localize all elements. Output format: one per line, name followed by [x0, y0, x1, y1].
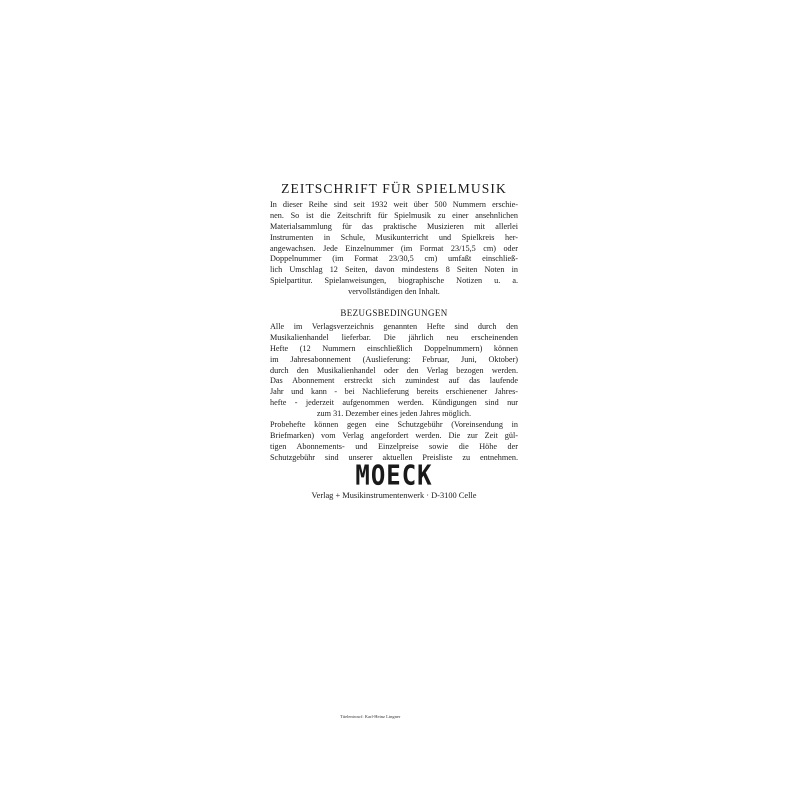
terms-line: Alle im Verlagsverzeichnis genannten Hefte sind durch den [270, 322, 518, 331]
intro-paragraph [270, 200, 518, 298]
section-heading: BEZUGSBEDINGUNGEN [340, 308, 448, 318]
intro-line: Materialsammlung für das praktische Musizieren mit allerlei [270, 221, 518, 231]
publisher-address: Verlag + Musikinstrumentenwerk · D-3100 Celle [311, 491, 477, 500]
intro-line: nen. So ist die Zeitschrift für Spielmusik zu einer ansehnlichen [270, 210, 518, 220]
terms-line: hefte - jederzeit aufgenommen werden. Kündigungen sind nur [270, 398, 518, 408]
intro-line: In dieser Reihe sind seit 1932 weit über 500 Nummern erschie- [270, 200, 518, 209]
publisher-logo: MOECK [355, 459, 433, 492]
intro-line: vervollständigen den Inhalt. [348, 287, 440, 297]
terms-line: durch den Musikalienhandel oder den Verlag bezogen werden. [270, 365, 518, 375]
terms-line: Hefte (12 Nummern einschließlich Doppelnummern) können [270, 343, 518, 353]
intro-line: Doppelnummer (im Format 23/30,5 cm) umfaßt einschließ- [270, 254, 518, 264]
intro-line: lich Umschlag 12 Seiten, davon mindestens 8 Seiten Noten in [270, 265, 518, 275]
page-title: ZEITSCHRIFT FÜR SPIELMUSIK [281, 181, 507, 196]
terms-line: zum 31. Dezember eines jeden Jahres möglich. [316, 409, 472, 419]
intro-line: Instrumenten in Schule, Musikunterricht und Spielkreis her- [270, 232, 518, 242]
intro-line: Spielpartitur. Spielanweisungen, biographische Notizen u. a. [270, 276, 518, 286]
cover-design-credit: Titelentwurf: Karl-Heinz Lingner [340, 714, 401, 719]
terms-line: Briefmarken) vom Verlag angefordert werden. Die zur Zeit gül- [270, 430, 518, 440]
terms-line: im Jahresabonnement (Auslieferung: Februar, Juni, Oktober) [270, 354, 518, 364]
terms-line: tigen Abonnements- und Einzelpreise sowie die Höhe der [270, 441, 518, 451]
terms-line: Das Abonnement erstreckt sich zumindest auf das laufende [270, 376, 518, 386]
terms-line: Musikalienhandel lieferbar. Die jährlich neu erscheinenden [270, 332, 518, 342]
terms-line: Jahr und kann - bei Nachlieferung bereits erschienener Jahres- [270, 387, 518, 397]
terms-line: Probehefte können gegen eine Schutzgebühr (Voreinsendung in [270, 420, 518, 430]
terms-line: Schutzgebühr sind unserer aktuellen Preisliste zu entnehmen. [270, 452, 518, 462]
intro-line: angewachsen. Jede Einzelnummer (im Format 23/15,5 cm) oder [270, 243, 518, 253]
terms-paragraph [270, 322, 518, 464]
